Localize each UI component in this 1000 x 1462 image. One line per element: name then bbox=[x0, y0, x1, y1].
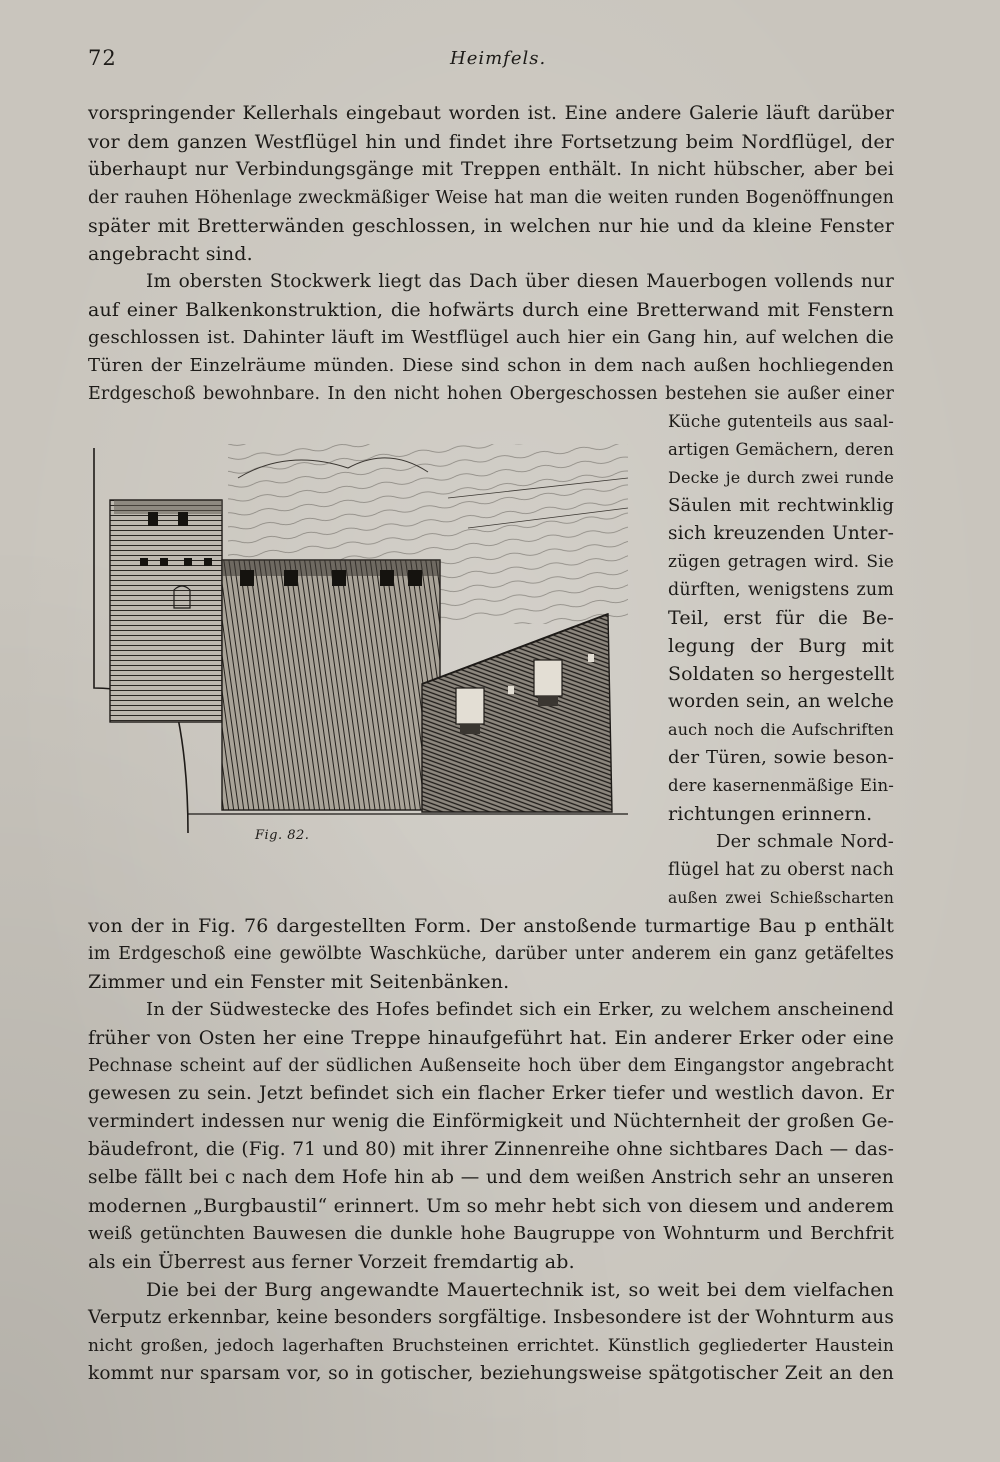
text-line: Im obersten Stockwerk liegt das Dach über diesen Mauerbogen vollends nur bbox=[146, 271, 894, 292]
text-line: überhaupt nur Verbindungsgänge mit Treppen enthält. In nicht hübscher, aber bei bbox=[88, 159, 894, 180]
side-text-line: sich kreuzenden Unter- bbox=[668, 523, 894, 544]
side-text-line: zügen getragen wird. Sie bbox=[668, 552, 894, 572]
text-line: im Erdgeschoß eine gewölbte Waschküche, darüber unter anderem ein ganz getäfeltes bbox=[88, 944, 894, 964]
side-text-line: Teil, erst für die Be- bbox=[668, 607, 894, 629]
castle-drawing-svg bbox=[88, 438, 630, 838]
side-text-line: auch noch die Aufschriften bbox=[668, 720, 894, 739]
side-text-line: dürften, wenigstens zum bbox=[668, 580, 894, 600]
text-line: der rauhen Höhenlage zweckmäßiger Weise hat man die weiten runden Bogenöffnungen bbox=[88, 188, 894, 208]
text-line: später mit Bretterwänden geschlossen, in welchen nur hie und da kleine Fenster bbox=[88, 215, 894, 237]
text-line: von der in Fig. 76 dargestellten Form. Der anstoßende turmartige Bau p enthält bbox=[88, 915, 894, 937]
side-text-line: Säulen mit rechtwinklig bbox=[668, 495, 894, 516]
side-text-line: richtungen erinnern. bbox=[668, 803, 873, 825]
text-line: nicht großen, jedoch lagerhaften Bruchsteinen errichtet. Künstlich gegliederter Haustein bbox=[88, 1336, 894, 1356]
text-line: modernen „Burgbaustil“ erinnert. Um so mehr hebt sich von diesem und anderem bbox=[88, 1195, 894, 1217]
text-line: auf einer Balkenkonstruktion, die hofwärts durch eine Bretterwand mit Fenstern bbox=[88, 299, 894, 321]
running-title: Heimfels. bbox=[450, 48, 547, 69]
side-text-line: artigen Gemächern, deren bbox=[668, 440, 894, 459]
text-line: selbe fällt bei c nach dem Hofe hin ab — und dem weißen Anstrich sehr an unseren bbox=[88, 1167, 894, 1188]
castle-illustration bbox=[88, 438, 630, 838]
side-text-line: außen zwei Schießscharten bbox=[668, 889, 894, 907]
side-text-line: Der schmale Nord- bbox=[716, 831, 894, 852]
text-line: Erdgeschoß bewohnbare. In den nicht hohen Obergeschossen bestehen sie außer einer bbox=[88, 384, 894, 404]
figure-caption: Fig. 82. bbox=[255, 828, 310, 843]
page-number: 72 bbox=[88, 46, 117, 70]
text-line: früher von Osten her eine Treppe hinaufgeführt hat. Ein anderer Erker oder eine bbox=[88, 1027, 894, 1049]
side-text-line: worden sein, an welche bbox=[668, 691, 894, 712]
text-line: kommt nur sparsam vor, so in gotischer, beziehungsweise spätgotischer Zeit an den bbox=[88, 1363, 894, 1384]
side-text-line: legung der Burg mit bbox=[668, 635, 894, 657]
text-line: geschlossen ist. Dahinter läuft im Westflügel auch hier ein Gang hin, auf welchen die bbox=[88, 327, 894, 348]
text-line: Pechnase scheint auf der südlichen Außenseite hoch über dem Eingangstor angebracht bbox=[88, 1056, 894, 1076]
text-line: weiß getünchten Bauwesen die dunkle hohe Baugruppe von Wohnturm und Berchfrit bbox=[88, 1223, 894, 1244]
text-line: bäudefront, die (Fig. 71 und 80) mit ihrer Zinnenreihe ohne sichtbares Dach — das- bbox=[88, 1139, 894, 1160]
text-line: In der Südwestecke des Hofes befindet sich ein Erker, zu welchem anscheinend bbox=[146, 999, 894, 1020]
side-text-line: der Türen, sowie beson- bbox=[668, 747, 894, 768]
text-line: Türen der Einzelräume münden. Diese sind schon in dem nach außen hochliegenden bbox=[88, 355, 894, 376]
text-line: gewesen zu sein. Jetzt befindet sich ein flacher Erker tiefer und westlich davon. Er bbox=[88, 1083, 894, 1104]
text-line: vor dem ganzen Westflügel hin und findet ihre Fortsetzung beim Nordflügel, der bbox=[88, 131, 894, 153]
text-line: vorspringender Kellerhals eingebaut worden ist. Eine andere Galerie läuft darüber bbox=[88, 103, 894, 124]
text-line: angebracht sind. bbox=[88, 243, 253, 265]
side-text-line: flügel hat zu oberst nach bbox=[668, 860, 894, 880]
text-line: vermindert indessen nur wenig die Einförmigkeit und Nüchternheit der großen Ge- bbox=[88, 1111, 894, 1132]
side-text-line: Küche gutenteils aus saal- bbox=[668, 412, 894, 431]
text-line: Zimmer und ein Fenster mit Seitenbänken. bbox=[88, 971, 510, 993]
text-line: als ein Überrest aus ferner Vorzeit fremdartig ab. bbox=[88, 1251, 575, 1273]
side-text-line: Decke je durch zwei runde bbox=[668, 468, 894, 487]
side-text-line: Soldaten so hergestellt bbox=[668, 663, 895, 685]
side-text-line: dere kasernenmäßige Ein- bbox=[668, 776, 894, 795]
text-line: Die bei der Burg angewandte Mauertechnik ist, so weit bei dem vielfachen bbox=[146, 1279, 894, 1301]
text-line: Verputz erkennbar, keine besonders sorgfältige. Insbesondere ist der Wohnturm aus bbox=[88, 1307, 894, 1328]
